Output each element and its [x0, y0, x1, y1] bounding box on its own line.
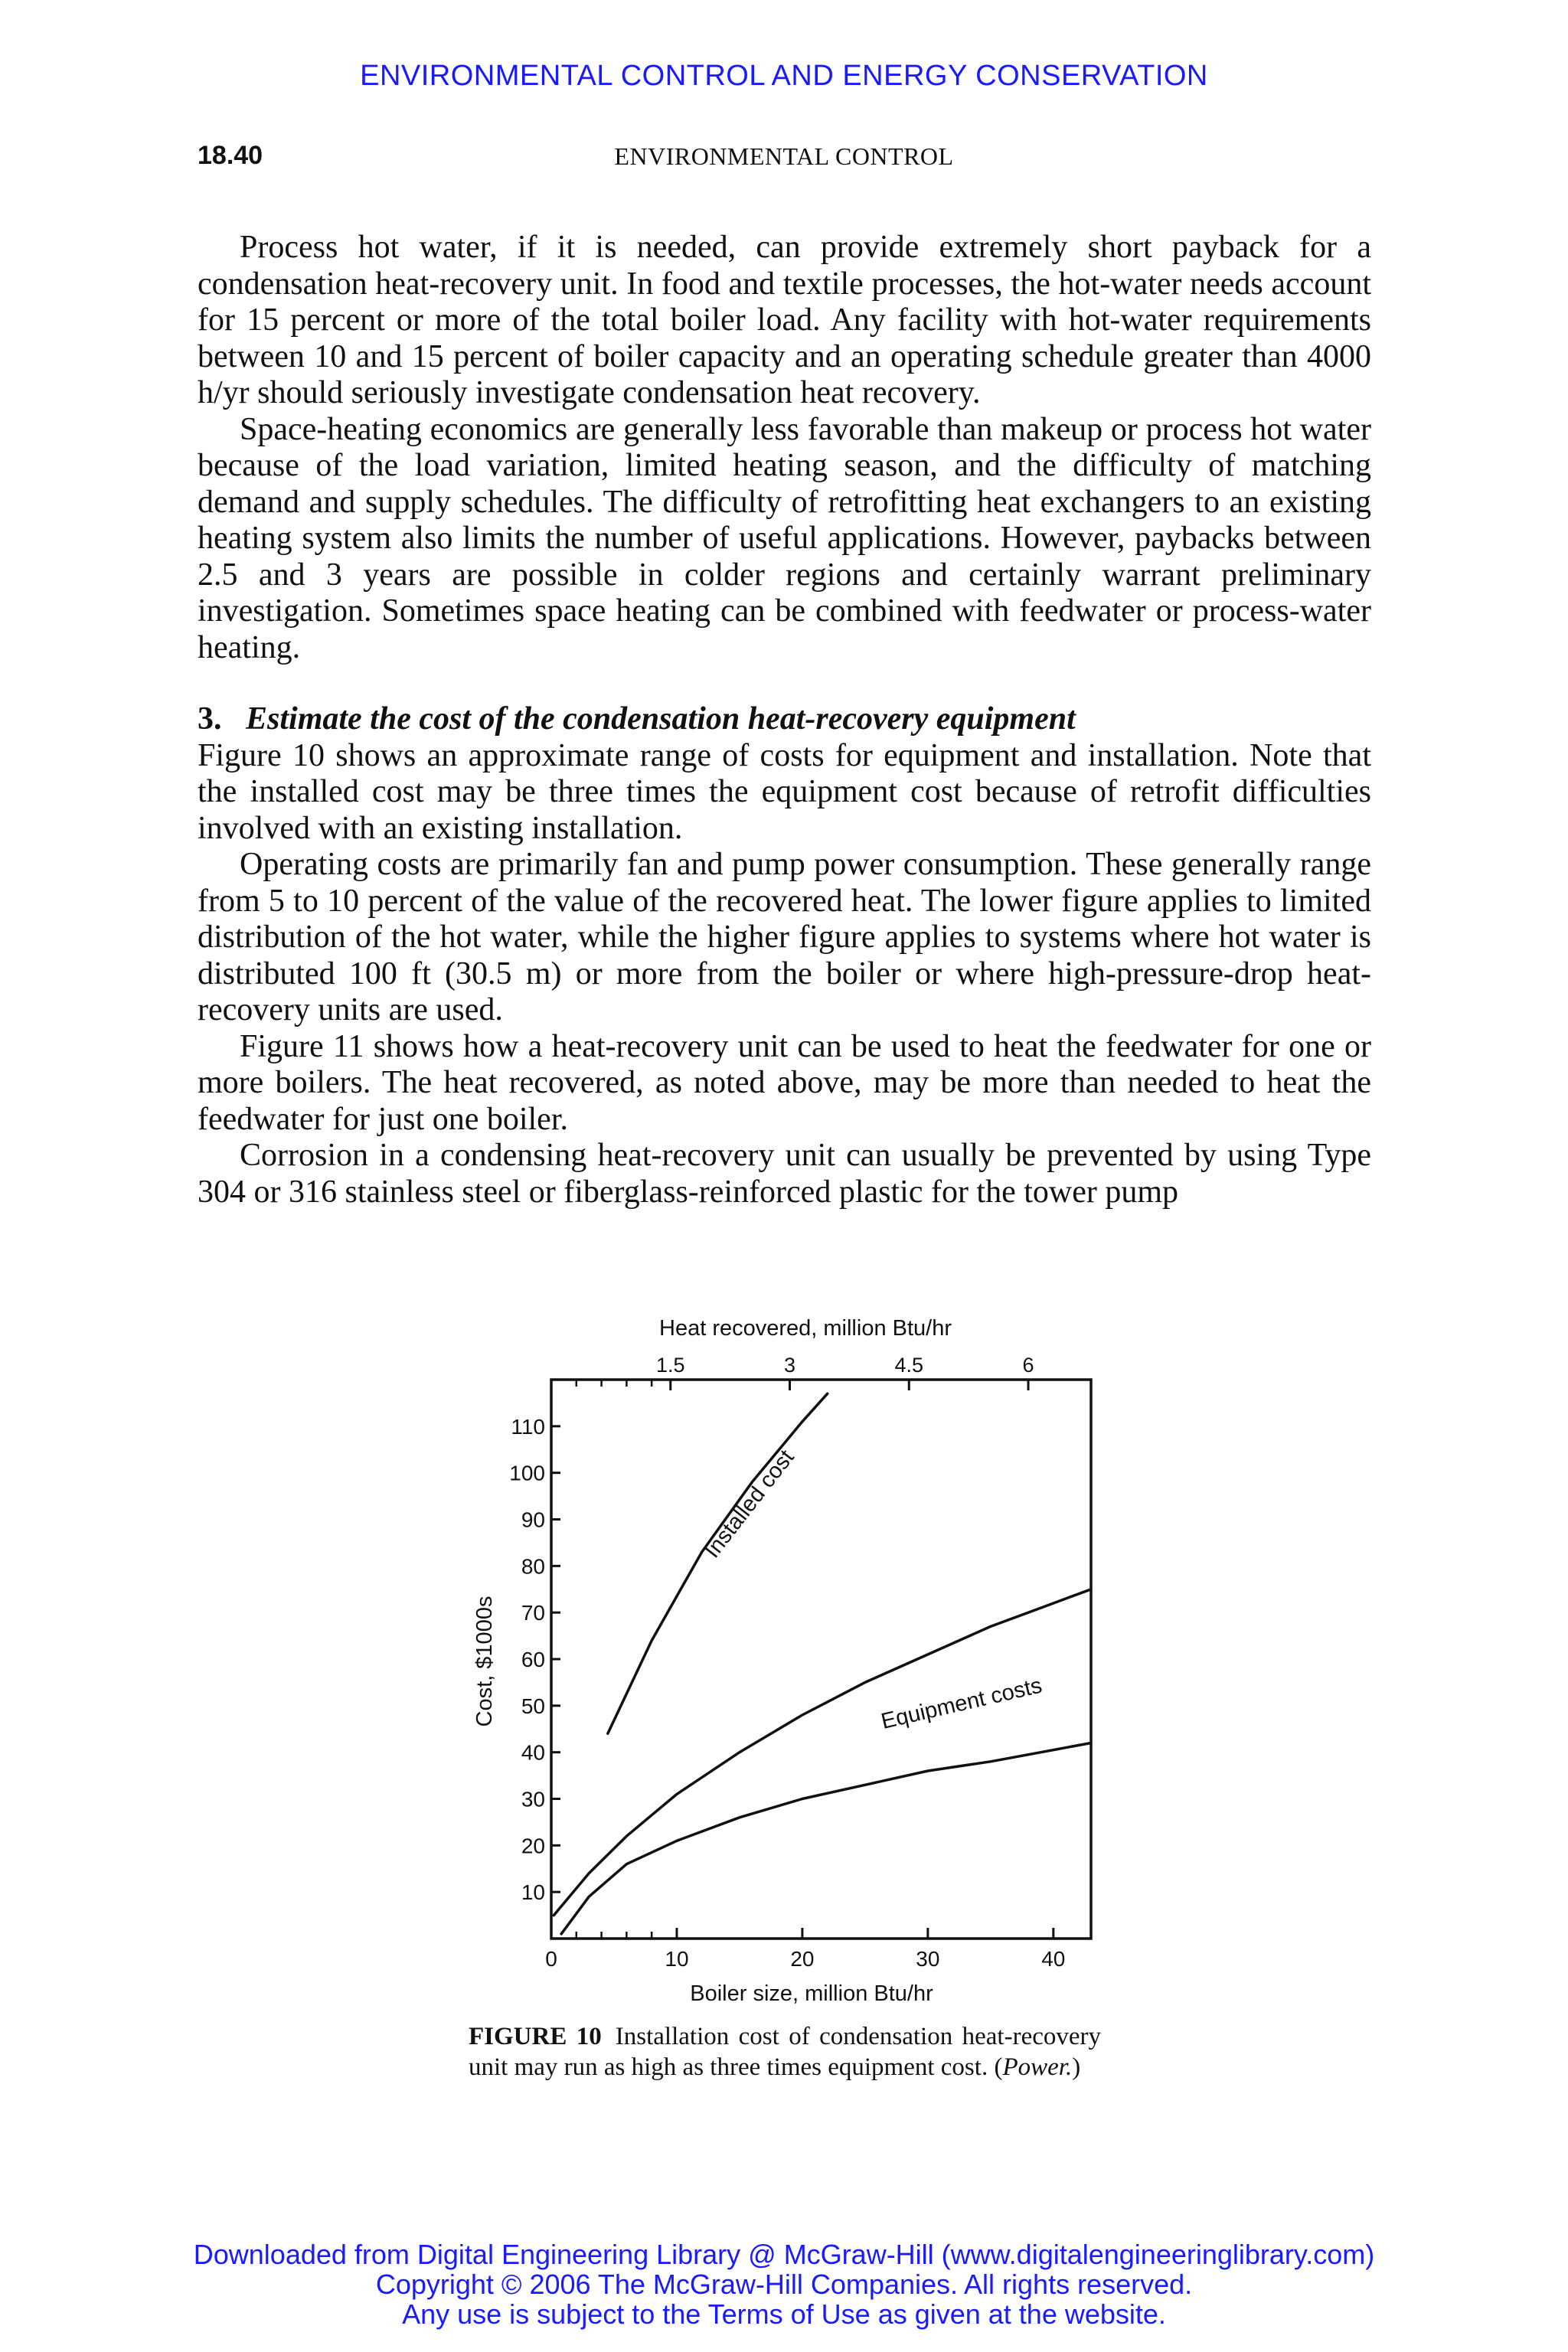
step-number: 3.	[198, 701, 222, 737]
top-tick-label: 1.5	[655, 1354, 685, 1377]
x-tick-label: 0	[545, 1947, 557, 1971]
series-line-2	[554, 1589, 1091, 1916]
footer-line-copyright: Copyright © 2006 The McGraw-Hill Companies. All rights reserved.	[375, 2269, 1193, 2300]
top-axis-label: Heat recovered, million Btu/hr	[659, 1316, 952, 1341]
top-tick-label: 6	[1022, 1354, 1034, 1377]
figure-caption	[469, 2021, 1101, 2082]
footer-line-download: Downloaded from Digital Engineering Library @ McGraw-Hill (www.digitalengineeringlibrary.com)	[193, 2239, 1375, 2270]
top-tick-label: 3	[783, 1354, 796, 1377]
step-title: Estimate the cost of the condensation heat-recovery equipment	[246, 701, 1076, 737]
caption-label: FIGURE 10	[469, 2023, 602, 2050]
caption-text: Installation cost of condensation heat-recovery unit may run as high as three times equipment cost. (	[469, 2023, 1102, 2081]
plot-frame	[551, 1380, 1091, 1939]
x-tick-label: 40	[1041, 1947, 1066, 1971]
x-tick-label: 10	[665, 1947, 689, 1971]
caption-close: )	[1072, 2053, 1081, 2081]
page-number: 18.40	[198, 141, 263, 170]
chart-series	[554, 1393, 1091, 1934]
document-banner: ENVIRONMENTAL CONTROL AND ENERGY CONSERVATION	[360, 60, 1208, 92]
x-tick-label: 30	[916, 1947, 940, 1971]
y-tick-label: 10	[521, 1880, 545, 1905]
step-heading	[198, 701, 1371, 738]
y-tick-label: 50	[521, 1694, 545, 1718]
top-tick-label: 4.5	[894, 1354, 924, 1377]
paragraph-figure-11: Figure 11 shows how a heat-recovery unit can be used to heat the feedwater for one or more boilers. The heat recovered, as noted above, may be more than needed to heat the feedwater for just one boiler.	[198, 1028, 1371, 1137]
footer-line-terms: Any use is subject to the Terms of Use as given at the website.	[402, 2298, 1166, 2330]
equipment-costs-label: Equipment costs	[878, 1673, 1045, 1734]
y-axis-label: Cost, $1000s	[472, 1596, 497, 1727]
running-head: ENVIRONMENTAL CONTROL	[614, 142, 954, 170]
caption-source: Power.	[1002, 2053, 1073, 2081]
figure-10	[452, 1309, 1125, 2044]
y-tick-label: 30	[521, 1787, 545, 1811]
installed-cost-label: Installed cost	[700, 1445, 799, 1563]
paragraph-figure-10: Figure 10 shows an approximate range of costs for equipment and installation. Note that the installed cost may be three times the equipment cost because of retrofit difficulties involved with an existing installation.	[198, 737, 1371, 846]
paragraph-process-hot-water: Process hot water, if it is needed, can provide extremely short payback for a condensation heat-recovery unit. In food and textile processes, the hot-water needs account for 15 percent or more of the total boiler load. Any facility with hot-water requirements between 10 and 15 percent of boiler capacity and an operating schedule greater than 4000 h/yr should seriously investigate condensation heat recovery.	[198, 230, 1371, 410]
series-line-3	[561, 1743, 1091, 1934]
y-tick-label: 80	[521, 1554, 545, 1579]
body-text	[198, 230, 1371, 1210]
y-tick-label: 110	[511, 1414, 545, 1439]
download-footer	[0, 2239, 1568, 2329]
y-axis-ticks	[509, 1415, 560, 1904]
y-tick-label: 40	[521, 1740, 545, 1765]
series-line-1	[608, 1393, 828, 1733]
x-axis-ticks	[545, 1928, 1065, 1971]
y-tick-label: 90	[521, 1508, 545, 1532]
y-tick-label: 60	[521, 1648, 545, 1671]
paragraph-operating-costs: Operating costs are primarily fan and pump power consumption. These generally range from 5 to 10 percent of the value of the recovered heat. The lower figure applies to limited distribution of the hot water, while the higher figure applies to systems where hot water is distributed 100 ft (30.5 m) or more from the boiler or where high-pressure-drop heat-recovery units are used.	[198, 847, 1371, 1027]
y-tick-label: 70	[521, 1601, 545, 1625]
paragraph-space-heating: Space-heating economics are generally less favorable than makeup or process hot water because of the load variation, limited heating season, and the difficulty of matching demand and supply schedules. The difficulty of retrofitting heat exchangers to an existing heating system also limits the number of useful applications. However, paybacks between 2.5 and 3 years are possible in colder regions and certainly warrant preliminary investigation. Sometimes space heating can be combined with feedwater or process-water heating.	[198, 411, 1371, 665]
top-axis-ticks	[577, 1354, 1034, 1390]
x-tick-label: 20	[790, 1947, 815, 1971]
y-tick-label: 100	[509, 1461, 545, 1485]
x-axis-label: Boiler size, million Btu/hr	[690, 1981, 933, 2006]
paragraph-corrosion: Corrosion in a condensing heat-recovery unit can usually be prevented by using Type 304 or 316 stainless steel or fiberglass-reinforced plastic for the tower pump	[198, 1138, 1371, 1210]
y-tick-label: 20	[521, 1834, 545, 1858]
section-spacer	[198, 666, 1371, 701]
cost-chart	[452, 1309, 1125, 2044]
